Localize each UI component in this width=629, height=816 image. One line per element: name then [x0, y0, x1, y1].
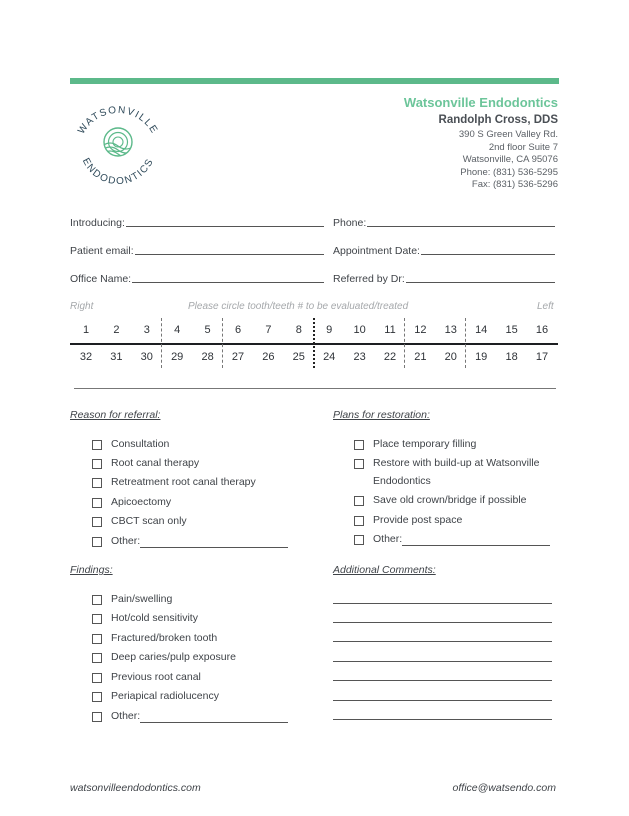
upper-tooth[interactable]: 6: [234, 324, 242, 336]
svg-text:ENDODONTICS: ENDODONTICS: [79, 156, 157, 188]
reason-option[interactable]: [92, 476, 256, 491]
checkbox[interactable]: [92, 595, 102, 605]
comment-line[interactable]: [333, 622, 552, 623]
comment-line[interactable]: [333, 700, 552, 701]
address-line-1: 390 S Green Valley Rd.: [458, 129, 558, 140]
upper-tooth[interactable]: 10: [353, 324, 366, 336]
findings-option[interactable]: [92, 593, 172, 608]
upper-tooth[interactable]: 8: [295, 324, 302, 336]
reason-option-label: Consultation: [111, 438, 170, 450]
clinic-info: [404, 95, 558, 192]
checkbox[interactable]: [92, 634, 102, 644]
reason-option[interactable]: [92, 515, 187, 530]
svg-text:WATSONVILLE: WATSONVILLE: [76, 104, 160, 137]
checkbox[interactable]: [92, 692, 102, 702]
findings-option[interactable]: [92, 690, 219, 705]
reason-heading: Reason for referral:: [70, 409, 161, 421]
reason-option-label: Other:: [111, 535, 141, 547]
lower-tooth[interactable]: 28: [201, 351, 214, 363]
upper-tooth[interactable]: 16: [535, 324, 549, 336]
plans-option[interactable]: [354, 457, 563, 490]
plans-option[interactable]: [354, 494, 527, 509]
upper-tooth[interactable]: 14: [475, 324, 488, 336]
checkbox[interactable]: [92, 537, 102, 547]
patient-email-field[interactable]: [70, 245, 324, 257]
right-label: Right: [70, 301, 94, 312]
reason-option-label: Retreatment root canal therapy: [111, 476, 256, 488]
findings-option[interactable]: [92, 651, 236, 666]
findings-option-label: Deep caries/pulp exposure: [111, 651, 236, 663]
findings-option[interactable]: [92, 612, 198, 627]
plans-option-label: Other:: [373, 533, 403, 545]
upper-tooth[interactable]: 2: [113, 324, 120, 336]
tooth-separator: [161, 318, 162, 368]
city-line: Watsonville, CA 95076: [462, 154, 558, 166]
lower-tooth[interactable]: 29: [171, 351, 184, 363]
comment-line[interactable]: [333, 641, 552, 642]
checkbox[interactable]: [92, 653, 102, 663]
upper-tooth[interactable]: 7: [265, 324, 272, 336]
comments-heading: Additional Comments:: [333, 564, 436, 576]
upper-tooth[interactable]: 4: [174, 324, 181, 336]
footer-email[interactable]: office@watsendo.com: [452, 782, 556, 794]
reason-option-label: Root canal therapy: [111, 457, 200, 469]
tooth-instruction: Please circle tooth/teeth # to be evaluated/treated: [188, 301, 409, 312]
findings-option-label: Previous root canal: [111, 671, 201, 683]
address-line-2: 2nd floor Suite 7: [488, 141, 558, 153]
plans-option-label: Restore with build-up at Watsonville Endodontics: [373, 457, 540, 487]
checkbox[interactable]: [92, 498, 102, 508]
checkbox[interactable]: [354, 459, 364, 469]
findings-option-label: Periapical radiolucency: [111, 690, 219, 702]
upper-tooth[interactable]: 3: [143, 324, 150, 336]
lower-tooth[interactable]: 31: [110, 351, 123, 363]
lower-tooth[interactable]: 24: [323, 351, 336, 363]
footer-website[interactable]: watsonvilleendodontics.com: [70, 782, 201, 794]
other-write-in[interactable]: [140, 721, 288, 723]
comment-line[interactable]: [333, 719, 552, 720]
checkbox[interactable]: [92, 517, 102, 527]
tooth-separator: [404, 318, 405, 368]
plans-option-label: Place temporary filling: [373, 438, 477, 450]
reason-option[interactable]: [92, 496, 171, 511]
lower-tooth[interactable]: 18: [505, 351, 518, 363]
upper-tooth[interactable]: 12: [414, 324, 427, 336]
comment-line[interactable]: [333, 661, 552, 662]
other-write-in[interactable]: [402, 544, 550, 546]
checkbox[interactable]: [92, 440, 102, 450]
phone-field[interactable]: [333, 217, 555, 229]
lower-tooth[interactable]: 32: [79, 351, 93, 363]
lower-tooth[interactable]: 26: [262, 351, 275, 363]
fax-line: Fax: (831) 536-5296: [471, 179, 558, 191]
watsonville-endodontics-logo: [66, 96, 170, 192]
upper-tooth[interactable]: 5: [204, 324, 211, 336]
tooth-separator: [465, 318, 466, 368]
reason-option[interactable]: [92, 535, 288, 550]
referred-by-field[interactable]: [333, 273, 555, 285]
checkbox[interactable]: [354, 516, 364, 526]
upper-tooth[interactable]: 15: [505, 324, 518, 336]
findings-option-label: Other:: [111, 710, 141, 722]
office-name-label: Office Name:: [70, 273, 132, 285]
lower-tooth[interactable]: 21: [414, 351, 427, 363]
lower-tooth[interactable]: 30: [140, 351, 153, 363]
checkbox[interactable]: [354, 496, 364, 506]
lower-tooth[interactable]: 19: [475, 351, 488, 363]
office-name-field[interactable]: [70, 273, 324, 285]
findings-option[interactable]: [92, 671, 201, 686]
checkbox[interactable]: [354, 535, 364, 545]
phone-line: Phone: (831) 536-5295: [460, 166, 558, 178]
upper-tooth[interactable]: 9: [326, 324, 333, 336]
reason-option[interactable]: [92, 457, 199, 472]
section-divider: [74, 388, 556, 389]
plans-option-label: Provide post space: [373, 514, 463, 526]
findings-option-label: Fractured/broken tooth: [111, 632, 218, 644]
phone-label: Phone:: [333, 217, 367, 229]
findings-heading: Findings:: [70, 564, 113, 576]
lower-tooth[interactable]: 23: [353, 351, 366, 363]
upper-tooth[interactable]: 11: [384, 324, 396, 336]
checkbox[interactable]: [92, 673, 102, 683]
checkbox[interactable]: [92, 478, 102, 488]
left-label: Left: [537, 301, 554, 312]
checkbox[interactable]: [354, 440, 364, 450]
introducing-label: Introducing:: [70, 217, 125, 229]
upper-tooth[interactable]: 1: [82, 324, 90, 336]
reason-option-label: CBCT scan only: [111, 515, 187, 527]
header-accent-bar: [70, 78, 559, 84]
appointment-date-field[interactable]: [333, 245, 555, 257]
findings-option-label: Pain/swelling: [111, 593, 173, 605]
lower-tooth[interactable]: 25: [292, 351, 305, 363]
other-write-in[interactable]: [140, 546, 288, 548]
doctor-name: Randolph Cross, DDS: [438, 114, 558, 126]
lower-tooth[interactable]: 17: [535, 351, 549, 363]
referred-by-label: Referred by Dr:: [333, 273, 405, 285]
clinic-name: Watsonville Endodontics: [403, 95, 558, 110]
comment-line[interactable]: [333, 680, 552, 681]
checkbox[interactable]: [92, 459, 102, 469]
plans-option[interactable]: [354, 514, 462, 529]
appointment-date-label: Appointment Date:: [333, 245, 420, 257]
patient-email-label: Patient email:: [70, 245, 134, 257]
lower-tooth[interactable]: 27: [231, 351, 245, 363]
plans-option[interactable]: [354, 533, 550, 548]
comment-line[interactable]: [333, 603, 552, 604]
plans-heading: Plans for restoration:: [333, 409, 430, 421]
findings-option[interactable]: [92, 632, 217, 647]
findings-option-label: Hot/cold sensitivity: [111, 612, 198, 624]
reason-option-label: Apicoectomy: [111, 496, 172, 508]
tooth-separator: [222, 318, 223, 368]
lower-tooth[interactable]: 22: [383, 351, 397, 363]
reason-option[interactable]: [92, 438, 169, 453]
checkbox[interactable]: [92, 712, 102, 722]
lower-tooth[interactable]: 20: [444, 351, 457, 363]
midline-separator: [313, 318, 315, 368]
findings-option[interactable]: [92, 710, 288, 725]
upper-tooth[interactable]: 13: [444, 324, 457, 336]
checkbox[interactable]: [92, 614, 102, 624]
plans-option[interactable]: [354, 438, 476, 453]
plans-option-label: Save old crown/bridge if possible: [373, 494, 527, 506]
introducing-field[interactable]: [70, 217, 324, 229]
